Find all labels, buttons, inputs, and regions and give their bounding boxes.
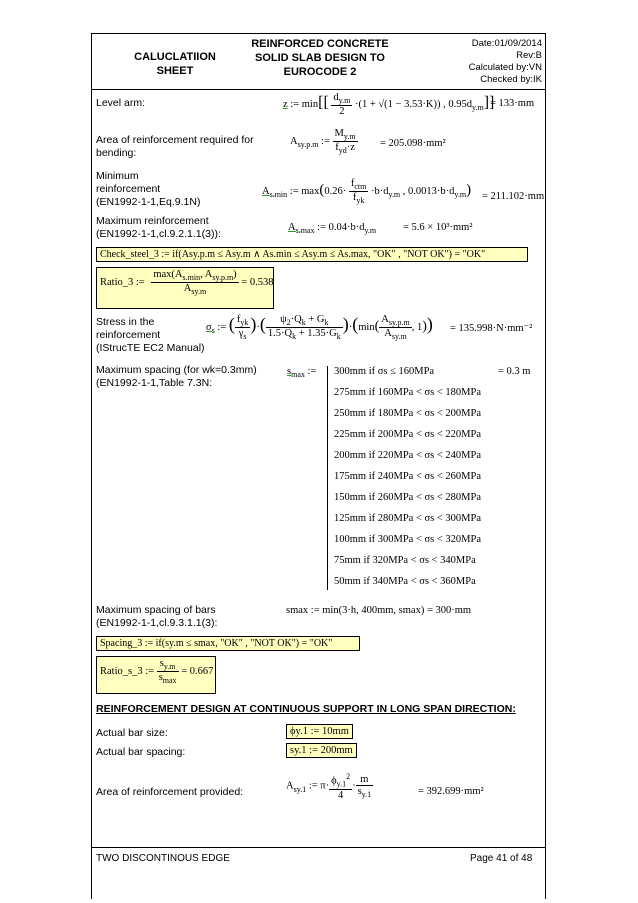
footer-top-border xyxy=(91,847,546,848)
area-required-label-line1: Area of reinforcement required for xyxy=(96,134,254,146)
minimum-label-line3: (EN1992-1-1,Eq.9.1N) xyxy=(96,196,201,208)
footer-page: Page 41 of 48 xyxy=(470,853,533,864)
maximum-formula: $A_{s.max}$ := $0.04\cdot b\cdot d_{y.m}$ xyxy=(288,222,377,236)
document-title-line2: SOLID SLAB DESIGN TO xyxy=(255,52,385,64)
ratio-s3-name: Ratio_s_3 := xyxy=(100,666,155,677)
spacing-table-row: 150mm if 260MPa < σs < 280MPa xyxy=(334,492,482,503)
max-spacing-label-line2: (EN1992-1-1,Table 7.3N: xyxy=(96,377,213,389)
bar-spacing-label: Actual bar spacing: xyxy=(96,746,186,758)
sheet-title xyxy=(100,50,250,78)
piecewise-bracket xyxy=(327,366,328,590)
spacing-table-row: 200mm if 220MPa < σs < 240MPa xyxy=(334,450,482,461)
max-spacing-label-line1: Maximum spacing (for wk=0.3mm) xyxy=(96,364,257,376)
stress-label xyxy=(96,316,205,355)
max-bar-spacing-formula: smax := min(3·h, 400mm, smax) = 300·mm xyxy=(286,605,472,616)
header-top-border xyxy=(91,33,546,34)
area-provided-label: Area of reinforcement provided: xyxy=(96,786,244,798)
ratio3-result: = 0.538 xyxy=(241,277,274,288)
smax-symbol: $s_{max}$ := xyxy=(287,366,317,380)
footer-left: TWO DISCONTINOUS EDGE xyxy=(96,853,230,864)
spacing3-box: Spacing_3 := if(sy.m ≤ smax, "OK" , "NOT OK") = "OK" xyxy=(96,636,360,651)
checked-by-text: Checked by:IK xyxy=(480,74,542,85)
ratio3-box: Ratio_3 := $\frac{\max(A_{s.min}, A_{sy.p.m})}{A_{sy.m}}$ = 0.538 xyxy=(96,267,274,309)
spacing-table-row: 75mm if 320MPa < σs < 340MPa xyxy=(334,555,476,566)
sheet-title-line2: SHEET xyxy=(156,65,194,77)
max-spacing-result: = 0.3 m xyxy=(498,366,531,377)
max-bar-spacing-label-line2: (EN1992-1-1,cl.9.3.1.1(3): xyxy=(96,617,218,629)
level-arm-label: Level arm: xyxy=(96,97,146,109)
section-title: REINFORCEMENT DESIGN AT CONTINUOUS SUPPORT IN LONG SPAN DIRECTION: xyxy=(96,703,516,715)
stress-result: = 135.998·N·mm⁻² xyxy=(450,323,533,334)
bar-spacing-value: sy.1 := 200mm xyxy=(286,743,357,758)
area-required-result: = 205.098·mm² xyxy=(380,138,446,149)
ratio3-name: Ratio_3 := xyxy=(100,277,145,288)
body-left-border xyxy=(91,89,92,899)
spacing-table-row: 300mm if σs ≤ 160MPa xyxy=(334,366,435,377)
ratio-s3-result: = 0.667 xyxy=(181,666,214,677)
maximum-label xyxy=(96,215,221,241)
area-required-label-line2: bending: xyxy=(96,147,137,159)
spacing-table-row: 225mm if 200MPa < σs < 220MPa xyxy=(334,429,482,440)
document-title-line3: EUROCODE 2 xyxy=(283,66,357,78)
spacing-table-row: 250mm if 180MPa < σs < 200MPa xyxy=(334,408,482,419)
stress-label-line2: reinforcement xyxy=(96,329,161,341)
spacing-table-row: 100mm if 300MPa < σs < 320MPa xyxy=(334,534,482,545)
stress-label-line3: (IStrucTE EC2 Manual) xyxy=(96,342,205,354)
header-left-border xyxy=(91,33,92,89)
minimum-formula: $A_{s.min}$ := max(0.26· $\frac{f_{ctm}}{f_{yk}}$ $\cdot b\cdot d_{y.m}$ , $0.0013\cdot b\cdot d_{y.m}$) xyxy=(262,178,472,206)
level-arm-result: = 133·mm xyxy=(490,98,535,109)
header-bottom-border xyxy=(91,89,546,90)
spacing-table-row: 175mm if 240MPa < σs < 260MPa xyxy=(334,471,482,482)
spacing-table-row: 125mm if 280MPa < σs < 300MPa xyxy=(334,513,482,524)
area-provided-result: = 392.699·mm² xyxy=(418,786,484,797)
date-text: Date:01/09/2014 xyxy=(471,38,542,49)
bar-size-value: ϕy.1 := 10mm xyxy=(286,724,353,739)
document-title-line1: REINFORCED CONCRETE xyxy=(251,38,389,50)
header-right-border xyxy=(545,33,546,89)
body-right-border xyxy=(545,89,546,899)
document-title xyxy=(235,37,405,79)
maximum-result: = 5.6 × 10³·mm² xyxy=(403,222,473,233)
area-required-label xyxy=(96,134,254,160)
calculated-by-text: Calculated by:VN xyxy=(468,62,542,73)
area-required-formula: $A_{sy.p.m}$ := $\frac{M_{y.m}}{f_{yd}\cdot z}$ xyxy=(290,128,356,156)
minimum-label xyxy=(96,170,200,209)
check-steel-box: Check_steel_3 := if(Asy.p.m ≤ Asy.m ∧ As.min ≤ Asy.m ≤ As.max, "OK" , "NOT OK") = "OK" xyxy=(96,247,528,262)
maximum-label-line2: (EN1992-1-1,cl.9.2.1.1(3)): xyxy=(96,228,221,240)
minimum-result: = 211.102·mm xyxy=(482,191,545,202)
minimum-label-line1: Minimum xyxy=(96,170,139,182)
revision-block xyxy=(420,38,542,86)
max-spacing-label xyxy=(96,364,257,390)
spacing-table-row: 275mm if 160MPa < σs < 180MPa xyxy=(334,387,482,398)
rev-text: Rev:B xyxy=(516,50,542,61)
stress-formula: $\sigma_s$ := ( $\frac{f_{yk}}{\gamma_s}$ )·( $\frac{\psi_2\cdot Q_k + G_k}{1.5\cdot Q_k + 1.35\cdot G_k}$ )·(min( $\frac{A_{sy.p.m}}{A_{sy.m}}$ , 1)) xyxy=(206,314,433,342)
sheet-title-line1: CALUCLATIION xyxy=(134,51,216,63)
max-bar-spacing-label-line1: Maximum spacing of bars xyxy=(96,604,216,616)
ratio-s3-box: Ratio_s_3 := $\frac{s_{y.m}}{s_{max}}$ = 0.667 xyxy=(96,656,216,694)
minimum-label-line2: reinforcement xyxy=(96,183,161,195)
level-arm-formula: z := min[[ $\frac{d_{y.m}}{2}$ ·(1 + √(1 − 3.53·K)) , $0.95d_{y.m}$]] xyxy=(283,92,495,118)
bar-size-label: Actual bar size: xyxy=(96,727,168,739)
spacing-table-row: 50mm if 340MPa < σs < 360MPa xyxy=(334,576,476,587)
maximum-label-line1: Maximum reinforcement xyxy=(96,215,209,227)
stress-label-line1: Stress in the xyxy=(96,316,155,328)
area-provided-formula: $A_{sy.1}$ := π· $\frac{\phi_{y.1}^2}{4}$ · $\frac{m}{s_{y.1}}$ xyxy=(286,772,372,801)
max-bar-spacing-label xyxy=(96,604,217,630)
